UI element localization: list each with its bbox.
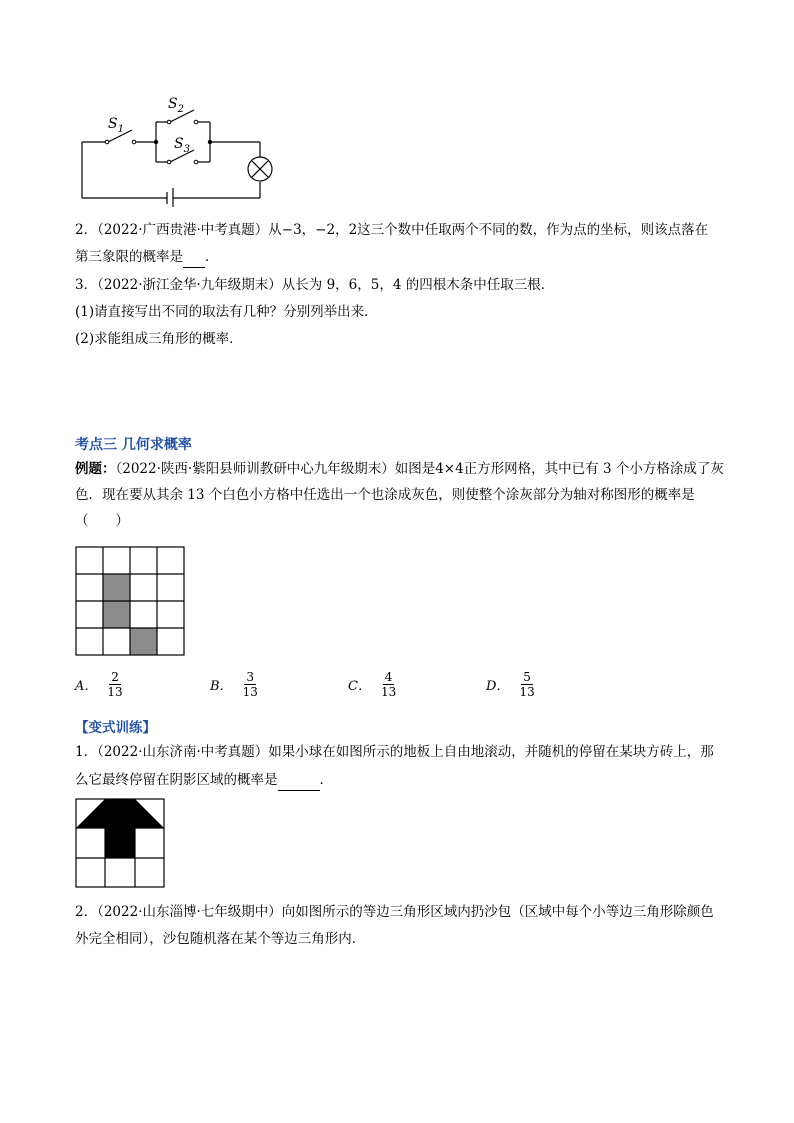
s2-label: $S_2$: [168, 96, 184, 115]
circuit-diagram: [70, 92, 290, 207]
option-d-letter: D．: [486, 679, 510, 694]
option-a[interactable]: [75, 670, 125, 699]
option-c-fraction: $\frac{4}{13}$: [380, 670, 397, 699]
gray-cell: [103, 601, 130, 628]
grid-figure: [75, 546, 187, 658]
option-b-fraction: $\frac{3}{13}$: [242, 670, 258, 699]
option-d[interactable]: [486, 670, 537, 699]
arrow-floor-figure: [75, 798, 167, 890]
s1-label: $S_1$: [108, 116, 124, 135]
arrow-head: [76, 799, 164, 828]
arrow-shaft: [105, 828, 135, 858]
p1-line2-end: ．: [319, 772, 333, 788]
p1-line2: [75, 770, 333, 791]
q2-line2-end: ．: [205, 249, 219, 265]
q3-part1: (1)请直接写出不同的取法有几种？分别列举出来．: [75, 304, 378, 320]
p1-line2-text: 么它最终停留在阴影区域的概率是: [75, 772, 278, 788]
option-a-fraction: $\frac{2}{13}$: [107, 670, 123, 699]
example-paragraph: [75, 456, 725, 534]
gray-cell: [130, 628, 157, 655]
p1-line1: 1．（2022·山东济南·中考真题）如果小球在如图所示的地板上自由地滚动，并随机的停留在某块方砖上，那: [75, 744, 714, 760]
p2-line1: 2．（2022·山东淄博·七年级期中）向如图所示的等边三角形区域内扔沙包（区域中每个小等边三角形除颜色: [75, 904, 714, 920]
q2-line2: [75, 247, 219, 268]
practice-heading: 【变式训练】: [75, 720, 156, 736]
option-a-letter: A．: [75, 679, 98, 694]
p1-answer-blank[interactable]: [278, 770, 320, 791]
option-c-letter: C．: [348, 679, 371, 694]
example-label: 例题：: [75, 461, 116, 477]
q2-line2-text: 第三象限的概率是: [75, 249, 183, 265]
gray-cell: [103, 574, 130, 601]
q3-line1: 3．（2022·浙江金华·九年级期末）从长为 9，6，5，4 的四根木条中任取三根．: [75, 277, 555, 293]
s3-label: $S_3$: [174, 136, 190, 155]
q3-part2: (2)求能组成三角形的概率．: [75, 331, 243, 347]
section-title: 考点三 几何求概率: [75, 437, 192, 453]
option-c[interactable]: [348, 670, 398, 699]
q2-line1: 2．（2022·广西贵港·中考真题）从−3，−2，2这三个数中任取两个不同的数，作为点的坐标，则该点落在: [75, 222, 709, 238]
option-d-fraction: $\frac{5}{13}$: [519, 670, 535, 699]
example-text: （2022·陕西·紫阳县师训教研中心九年级期末）如图是4×4正方形网格，其中已有 3 个小方格涂成了灰色．现在要从其余 13 个白色小方格中任选出一个也涂成灰色，则使整个涂灰部分为轴对称图形的概率是（ ）: [75, 461, 724, 529]
q2-answer-blank[interactable]: [183, 247, 205, 268]
option-b[interactable]: [210, 670, 260, 699]
option-b-letter: B．: [210, 679, 233, 694]
p2-line2: 外完全相同），沙包随机落在某个等边三角形内．: [75, 931, 366, 947]
